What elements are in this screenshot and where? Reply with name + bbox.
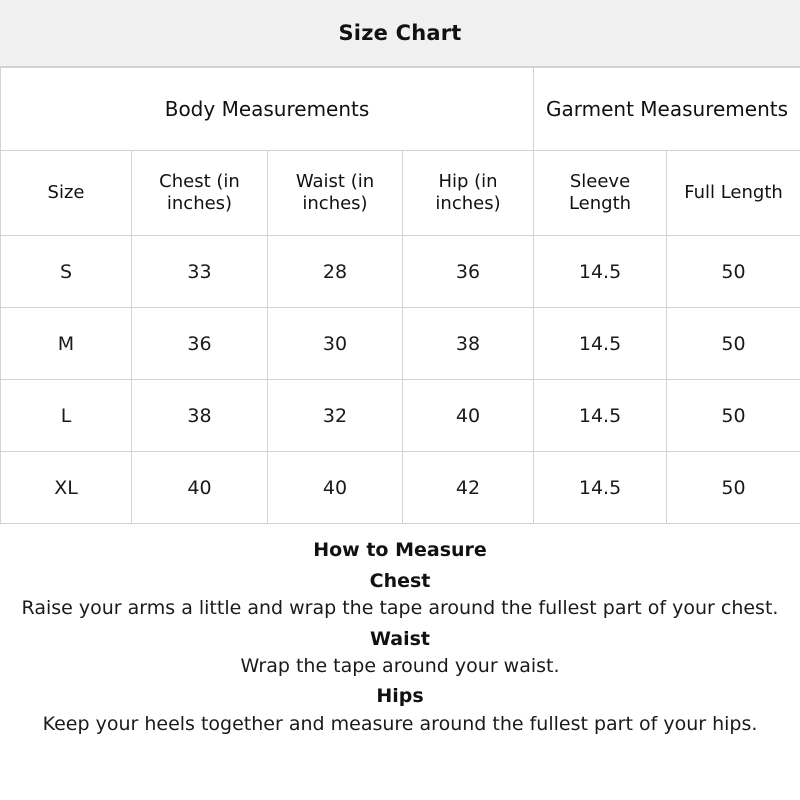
cell-hip: 36 — [403, 236, 534, 308]
how-to-measure-chest-text: Raise your arms a little and wrap the tape around the fullest part of your chest. — [21, 597, 779, 620]
cell-waist: 30 — [268, 308, 403, 380]
cell-full-length: 50 — [667, 236, 800, 308]
cell-sleeve-length: 14.5 — [534, 452, 667, 524]
cell-full-length: 50 — [667, 308, 800, 380]
table-row — [1, 236, 800, 308]
table-row — [1, 308, 800, 380]
column-header-size: Size — [1, 151, 132, 236]
column-header-full-length: Full Length — [667, 151, 800, 236]
column-header-sleeve-length: Sleeve Length — [534, 151, 667, 236]
column-header-chest: Chest (in inches) — [132, 151, 268, 236]
cell-size: S — [1, 236, 132, 308]
cell-size: XL — [1, 452, 132, 524]
cell-full-length: 50 — [667, 380, 800, 452]
how-to-measure-hips-text: Keep your heels together and measure around the fullest part of your hips. — [42, 713, 758, 735]
how-to-measure-waist-title: Waist — [369, 627, 430, 650]
how-to-measure-heading: How to Measure — [313, 539, 487, 561]
how-to-measure-hips-title: Hips — [376, 685, 424, 708]
column-header-waist: Waist (in inches) — [268, 151, 403, 236]
cell-waist: 32 — [268, 380, 403, 452]
cell-hip: 38 — [403, 308, 534, 380]
cell-sleeve-length: 14.5 — [534, 308, 667, 380]
cell-chest: 38 — [132, 380, 268, 452]
table-row — [1, 380, 800, 452]
how-to-measure-chest-title: Chest — [369, 569, 431, 592]
column-header-hip: Hip (in inches) — [403, 151, 534, 236]
group-header-garment-measurements: Garment Measurements — [534, 68, 800, 151]
cell-waist: 28 — [268, 236, 403, 308]
cell-chest: 33 — [132, 236, 268, 308]
cell-sleeve-length: 14.5 — [534, 380, 667, 452]
table-row — [1, 452, 800, 524]
how-to-measure-waist-text: Wrap the tape around your waist. — [240, 655, 560, 678]
cell-chest: 36 — [132, 308, 268, 380]
cell-size: M — [1, 308, 132, 380]
cell-hip: 42 — [403, 452, 534, 524]
size-chart-table — [0, 67, 800, 524]
cell-full-length: 50 — [667, 452, 800, 524]
title-bar — [0, 0, 800, 67]
cell-hip: 40 — [403, 380, 534, 452]
how-to-measure-section — [0, 524, 800, 737]
table-group-header-row — [1, 68, 800, 151]
cell-waist: 40 — [268, 452, 403, 524]
table-column-header-row — [1, 151, 800, 236]
cell-size: L — [1, 380, 132, 452]
group-header-body-measurements: Body Measurements — [1, 68, 534, 151]
page-title: Size Chart — [338, 21, 462, 45]
cell-sleeve-length: 14.5 — [534, 236, 667, 308]
cell-chest: 40 — [132, 452, 268, 524]
